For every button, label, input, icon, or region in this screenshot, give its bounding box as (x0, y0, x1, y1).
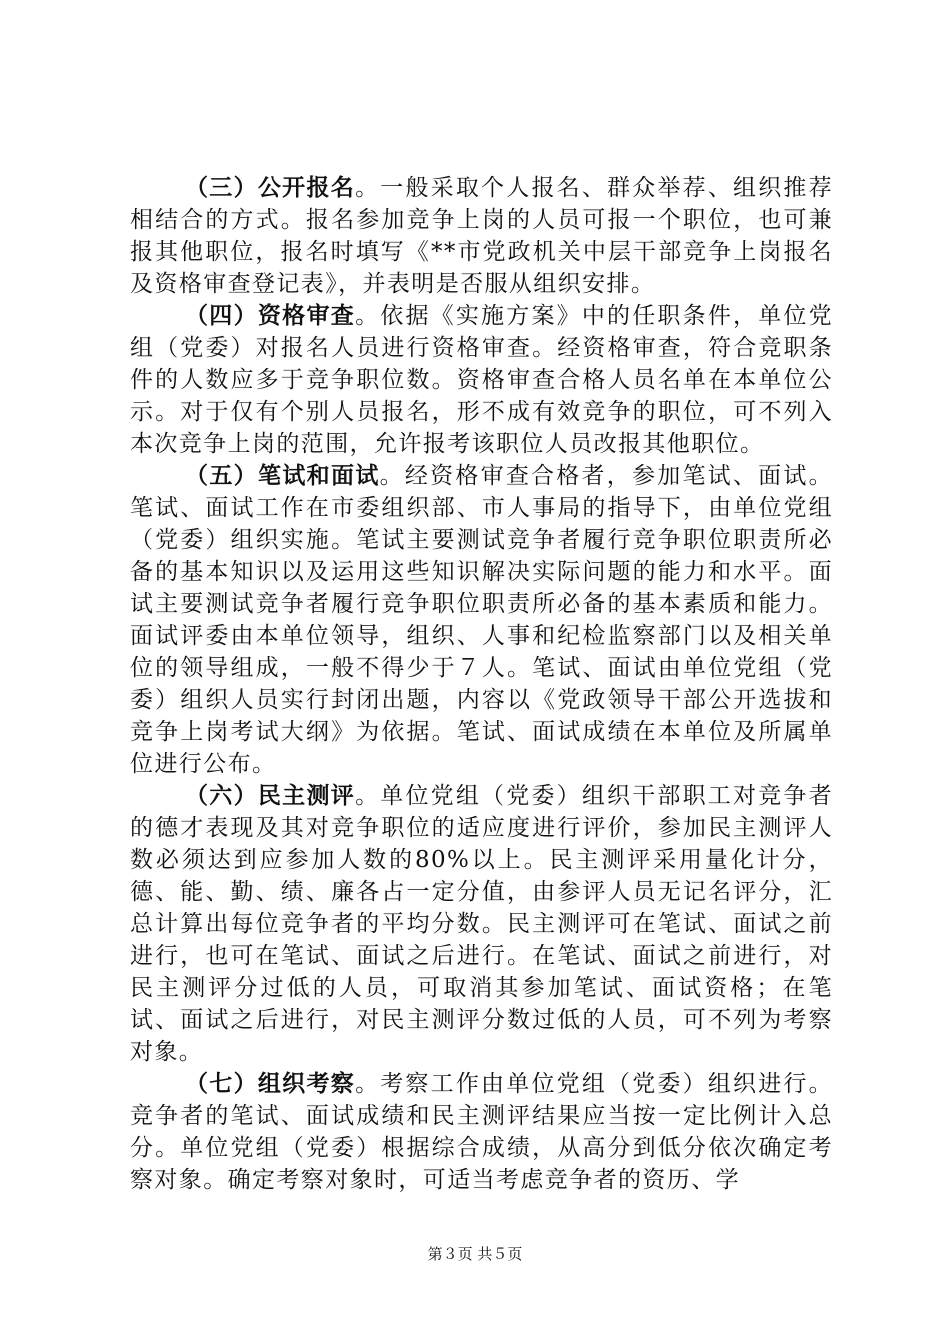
section-heading: （七）组织考察 (185, 1071, 356, 1097)
paragraph-qualification-review (130, 300, 833, 460)
paragraph-public-registration (130, 172, 833, 300)
section-heading: （三）公开报名 (185, 175, 356, 201)
page-number-footer: 第３页 共５页 (427, 1245, 523, 1263)
document-body (130, 172, 833, 1196)
paragraph-organizational-inspection (130, 1068, 833, 1196)
section-text: 。考察工作由单位党组（党委）组织进行。竞争者的笔试、面试成绩和民主测评结果应当按一定比例计入总分。单位党组（党委）根据综合成绩，从高分到低分依次确定考察对象。确定考察对象时，可适当考虑竞争者的资历、学 (130, 1071, 833, 1193)
section-text: 。一般采取个人报名、群众举荐、组织推荐相结合的方式。报名参加竞争上岗的人员可报一个职位，也可兼报其他职位，报名时填写《**市党政机关中层干部竞争上岗报名及资格审查登记表》，并表明是否服从组织安排。 (130, 175, 833, 297)
section-heading: （六）民主测评 (185, 783, 356, 809)
paragraph-democratic-evaluation (130, 780, 833, 1068)
section-text: 。依据《实施方案》中的任职条件，单位党组（党委）对报名人员进行资格审查。经资格审查，符合竞职条件的人数应多于竞争职位数。资格审查合格人员名单在本单位公示。对于仅有个别人员报名，形不成有效竞争的职位，可不列入本次竞争上岗的范围，允许报考该职位人员改报其他职位。 (130, 303, 833, 457)
section-text: 。单位党组（党委）组织干部职工对竞争者的德才表现及其对竞争职位的适应度进行评价，参加民主测评人数必须达到应参加人数的80%以上。民主测评采用量化计分，德、能、勤、绩、廉各占一定分值，由参评人员无记名评分，汇总计算出每位竞争者的平均分数。民主测评可在笔试、面试之前进行，也可在笔试、面试之后进行。在笔试、面试之前进行，对民主测评分过低的人员，可取消其参加笔试、面试资格；在笔试、面试之后进行，对民主测评分数过低的人员，可不列为考察对象。 (130, 783, 833, 1065)
section-heading: （五）笔试和面试 (185, 463, 380, 489)
paragraph-written-and-interview (130, 460, 833, 780)
section-heading: （四）资格审查 (185, 303, 356, 329)
section-text: 。经资格审查合格者，参加笔试、面试。笔试、面试工作在市委组织部、市人事局的指导下，由单位党组（党委）组织实施。笔试主要测试竞争者履行竞争职位职责所必备的基本知识以及运用这些知识解决实际问题的能力和水平。面试主要测试竞争者履行竞争职位职责所必备的基本素质和能力。面试评委由本单位领导，组织、人事和纪检监察部门以及相关单位的领导组成，一般不得少于７人。笔试、面试由单位党组（党委）组织人员实行封闭出题，内容以《党政领导干部公开选拔和竞争上岗考试大纲》为依据。笔试、面试成绩在本单位及所属单位进行公布。 (130, 463, 833, 777)
